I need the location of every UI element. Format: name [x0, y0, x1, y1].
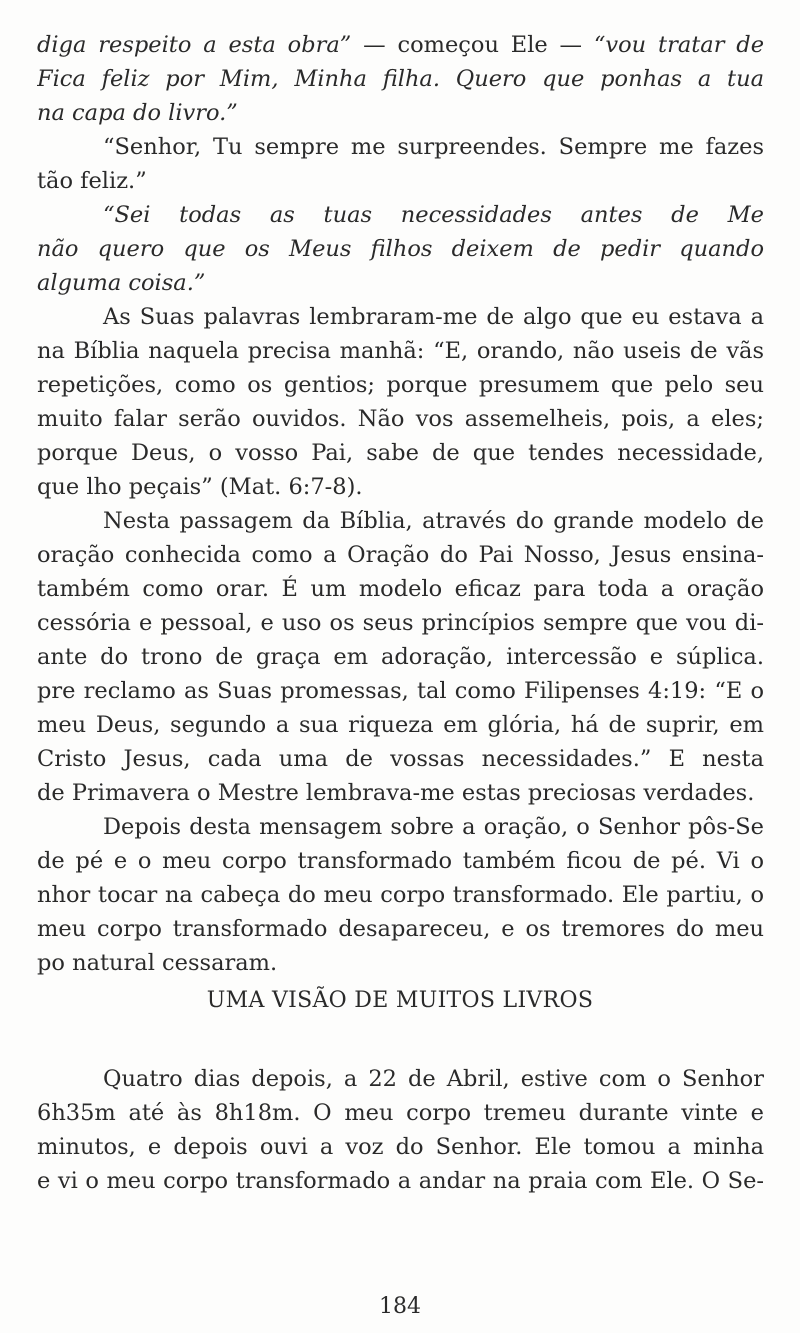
text-line-20: pre reclamo as Suas promessas, tal como Filipenses 4:19: “E o — [37, 678, 764, 704]
text-line-13: porque Deus, o vosso Pai, sabe de que tendes necessidade, — [37, 440, 764, 466]
text-line-27: meu corpo transformado desapareceu, e os tremores do meu — [37, 916, 764, 942]
text-line-9: As Suas palavras lembraram-me de algo que eu estava a — [103, 304, 764, 330]
body-text-block-2 — [37, 1062, 764, 1198]
line-1-roman: — começou Ele — — [351, 32, 594, 58]
page-number: 184 — [379, 1294, 421, 1319]
line-1-italic-c: “vou tratar de — [593, 32, 764, 58]
text-line-4: “Senhor, Tu sempre me surpreendes. Sempre me fazes — [103, 134, 764, 160]
text-line-21: meu Deus, segundo a sua riqueza em glória, há de suprir, em — [37, 712, 764, 738]
text-line-31: minutos, e depois ouvi a voz do Senhor. Ele tomou a minha — [37, 1134, 764, 1160]
text-line-26: nhor tocar na cabeça do meu corpo transformado. Ele partiu, o — [37, 882, 764, 908]
text-line-16: oração conhecida como a Oração do Pai Nosso, Jesus ensina- — [37, 542, 764, 568]
text-line-11: repetições, como os gentios; porque presumem que pelo seu — [37, 372, 764, 398]
text-line-14: que lho peçais” (Mat. 6:7-8). — [37, 474, 363, 500]
body-text-block-1 — [37, 28, 764, 980]
text-line-22: Cristo Jesus, cada uma de vossas necessidades.” E nesta — [37, 746, 764, 772]
text-line-29: Quatro dias depois, a 22 de Abril, estive com o Senhor — [103, 1066, 764, 1092]
text-line-28: po natural cessaram. — [37, 950, 278, 976]
text-line-32: e vi o meu corpo transformado a andar na praia com Ele. O Se- — [37, 1168, 764, 1194]
text-line-3: na capa do livro.” — [37, 100, 238, 126]
text-line-6: “Sei todas as tuas necessidades antes de Me — [103, 202, 764, 228]
text-line-18: cessória e pessoal, e uso os seus princípios sempre que vou di- — [37, 610, 764, 636]
line-1-italic-a: diga respeito a esta obra” — [37, 32, 352, 58]
text-line-10: na Bíblia naquela precisa manhã: “E, orando, não useis de vãs — [37, 338, 764, 364]
text-line-25: de pé e o meu corpo transformado também ficou de pé. Vi o — [37, 848, 764, 874]
text-line-12: muito falar serão ouvidos. Não vos assemelheis, pois, a eles; — [37, 406, 764, 432]
text-line-7: não quero que os Meus filhos deixem de pedir quando — [37, 236, 764, 262]
section-heading: UMA VISÃO DE MUITOS LIVROS — [206, 988, 594, 1013]
text-line-8: alguma coisa.” — [37, 270, 206, 296]
text-line-2: Fica feliz por Mim, Minha filha. Quero que ponhas a tua — [37, 66, 764, 92]
text-line-5: tão feliz.” — [37, 168, 147, 194]
text-line-24: Depois desta mensagem sobre a oração, o Senhor pôs-Se — [103, 814, 764, 840]
text-line-19: ante do trono de graça em adoração, intercessão e súplica. — [37, 644, 764, 670]
text-line-17: também como orar. É um modelo eficaz para toda a oração — [37, 576, 764, 602]
text-line-23: de Primavera o Mestre lembrava-me estas preciosas verdades. — [37, 780, 755, 806]
text-line-15: Nesta passagem da Bíblia, através do grande modelo de — [103, 508, 764, 534]
text-line-30: 6h35m até às 8h18m. O meu corpo tremeu durante vinte e — [37, 1100, 764, 1126]
text-line-1 — [37, 28, 764, 62]
